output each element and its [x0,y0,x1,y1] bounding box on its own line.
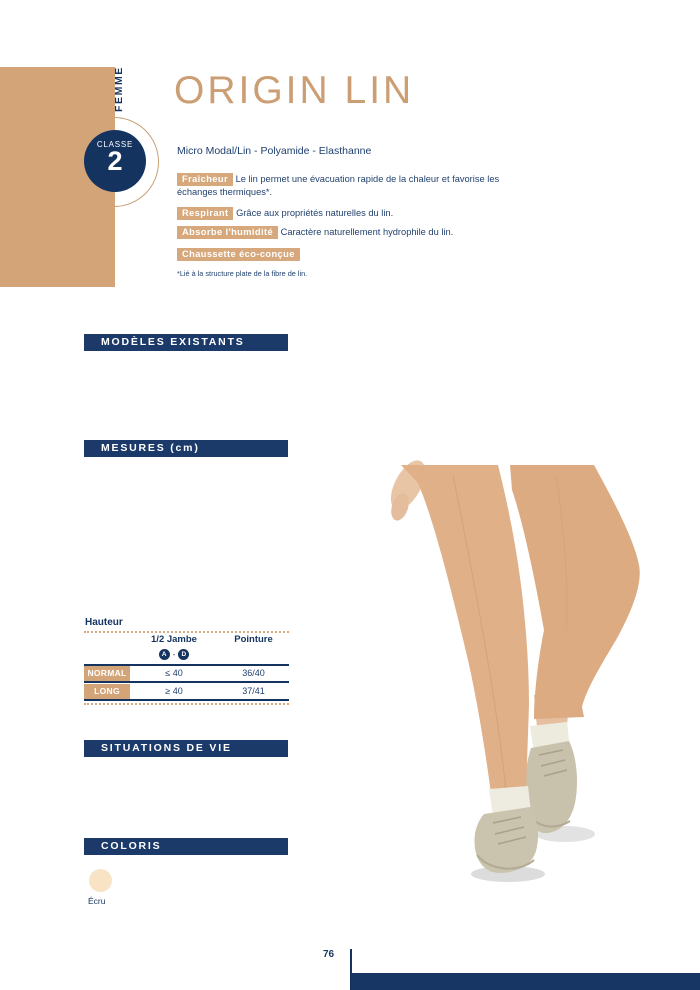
color-swatch-ecru [89,869,112,892]
dotted-divider [84,703,289,705]
feature-text: Grâce aux propriétés naturelles du lin. [236,208,394,218]
measure-point-d: D [178,649,189,660]
table-rule [84,699,289,701]
table-row-long [84,684,289,699]
classe-value: 2 [107,146,123,176]
column-header-jambe: 1/2 Jambe [151,634,197,645]
row-jambe-value: ≤ 40 [165,668,183,678]
row-label: LONG [84,684,130,699]
trouser-leg-back [510,465,640,719]
section-header-coloris: COLORIS [84,838,288,855]
measures-table [84,617,289,709]
feature-badge: Respirant [177,207,233,220]
page-title: ORIGIN LIN [174,69,415,112]
gender-label: FEMME [113,66,125,112]
table-row-normal [84,666,289,681]
feature-respirant [177,207,512,220]
classe-badge [84,130,146,192]
feature-absorbe [177,226,512,239]
table-title: Hauteur [85,617,123,628]
spacer [84,634,130,645]
row-pointure-value: 36/40 [242,668,265,678]
measure-dash: - [172,650,176,659]
section-header-modeles: MODÈLES EXISTANTS [84,334,288,351]
row-jambe-value: ≥ 40 [165,686,183,696]
footnote: *Lié à la structure plate de la fibre de lin. [177,269,308,278]
table-rule [84,681,289,683]
feature-text: Caractère naturellement hydrophile du lin. [280,227,454,237]
page-number: 76 [323,949,335,960]
feature-badge: Absorbe l'humidité [177,226,278,239]
footer-bar [352,973,700,990]
color-swatch-label: Écru [88,896,106,906]
feature-eco [177,248,512,261]
feature-fraicheur [177,173,512,199]
trouser-leg-front [401,465,529,794]
section-header-mesures: MESURES (cm) [84,440,288,457]
measure-point-a: A [159,649,170,660]
section-header-situations: SITUATIONS DE VIE [84,740,288,757]
feature-badge: Chaussette éco-conçue [177,248,300,261]
feature-badge: Fraîcheur [177,173,233,186]
row-label: NORMAL [84,666,130,681]
measure-points [130,649,218,660]
product-photo [358,445,680,910]
dotted-divider [84,631,289,633]
composition-text: Micro Modal/Lin - Polyamide - Elasthanne [177,145,372,157]
column-header-pointure: Pointure [234,634,273,645]
row-pointure-value: 37/41 [242,686,265,696]
feature-text: Le lin permet une évacuation rapide de la chaleur et favorise les échanges thermiques*. [177,174,500,197]
classe-label: CLASSE [96,140,134,149]
table-header-row [84,634,289,645]
